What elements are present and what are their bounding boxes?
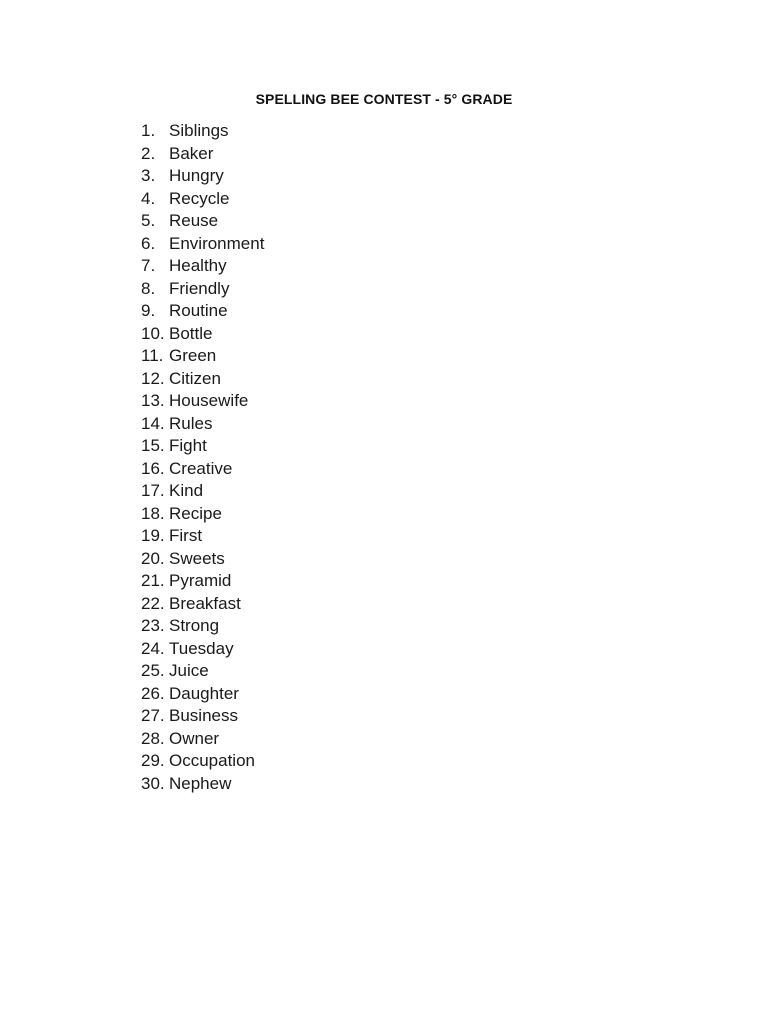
- list-item-number: 1.: [141, 121, 156, 140]
- list-item: [141, 300, 264, 323]
- list-item: [141, 188, 264, 211]
- list-item-word: Baker: [169, 143, 214, 163]
- list-item-word: Strong: [169, 616, 220, 635]
- list-item-number: 27.: [141, 706, 165, 725]
- list-item-word: Kind: [169, 481, 204, 500]
- list-item-word: First: [169, 526, 203, 545]
- list-item: [141, 660, 264, 683]
- list-item-number: 4.: [141, 188, 156, 208]
- list-item-number: 10.: [141, 323, 165, 343]
- list-item: [141, 773, 264, 796]
- list-item-word: Routine: [169, 301, 228, 320]
- list-item: [141, 390, 264, 413]
- list-item-word: Sweets: [169, 548, 225, 568]
- list-item: [141, 638, 264, 661]
- list-item-number: 29.: [141, 751, 165, 770]
- list-item-word: Daughter: [169, 683, 239, 703]
- list-item-number: 21.: [141, 571, 165, 590]
- list-item: [141, 728, 264, 751]
- list-item-number: 23.: [141, 616, 165, 635]
- spelling-word-list: [141, 120, 264, 795]
- list-item-word: Bottle: [169, 323, 213, 343]
- list-item-number: 26.: [141, 683, 165, 703]
- list-item-number: 8.: [141, 278, 156, 298]
- list-item-word: Recycle: [169, 188, 230, 208]
- list-item: [141, 570, 264, 593]
- list-item-number: 24.: [141, 638, 165, 658]
- list-item-word: Rules: [169, 413, 213, 433]
- list-item-word: Housewife: [169, 391, 249, 410]
- list-item: [141, 323, 264, 346]
- list-item-number: 7.: [141, 256, 156, 275]
- list-item-word: Friendly: [169, 278, 230, 298]
- list-item: [141, 233, 264, 256]
- list-item-word: Hungry: [169, 166, 224, 185]
- list-item-word: Recipe: [169, 503, 222, 523]
- list-item: [141, 683, 264, 706]
- list-item: [141, 503, 264, 526]
- list-item-number: 14.: [141, 413, 165, 433]
- list-item-number: 18.: [141, 503, 165, 523]
- list-item-word: Healthy: [169, 256, 227, 275]
- list-item-word: Breakfast: [169, 593, 241, 613]
- list-item-number: 2.: [141, 143, 156, 163]
- list-item: [141, 368, 264, 391]
- list-item-number: 25.: [141, 661, 165, 680]
- list-item: [141, 413, 264, 436]
- list-item-word: Nephew: [169, 773, 232, 793]
- list-item-number: 9.: [141, 301, 156, 320]
- list-item-word: Pyramid: [169, 571, 232, 590]
- list-item-number: 22.: [141, 593, 165, 613]
- list-item: [141, 165, 264, 188]
- list-item-word: Juice: [169, 661, 209, 680]
- list-item-number: 3.: [141, 166, 156, 185]
- list-item-word: Environment: [169, 233, 265, 253]
- list-item: [141, 143, 264, 166]
- list-item-word: Tuesday: [169, 638, 234, 658]
- list-item-number: 12.: [141, 368, 165, 388]
- list-item: [141, 480, 264, 503]
- list-item: [141, 750, 264, 773]
- list-item-number: 6.: [141, 233, 156, 253]
- list-item-word: Siblings: [169, 121, 229, 140]
- list-item: [141, 120, 264, 143]
- list-item-word: Fight: [169, 436, 207, 455]
- list-item-number: 15.: [141, 436, 165, 455]
- list-item: [141, 615, 264, 638]
- list-item-number: 20.: [141, 548, 165, 568]
- list-item-number: 13.: [141, 391, 165, 410]
- list-item: [141, 458, 264, 481]
- list-item-word: Occupation: [169, 751, 255, 770]
- list-item: [141, 548, 264, 571]
- list-item-word: Citizen: [169, 368, 221, 388]
- list-item-number: 30.: [141, 773, 165, 793]
- list-item-word: Green: [169, 346, 217, 365]
- list-item-number: 16.: [141, 458, 165, 478]
- list-item-number: 5.: [141, 211, 156, 230]
- list-item-number: 28.: [141, 728, 165, 748]
- list-item-number: 17.: [141, 481, 165, 500]
- list-item-word: Creative: [169, 458, 233, 478]
- document-title: SPELLING BEE CONTEST - 5° GRADE: [255, 91, 513, 107]
- list-item-number: 19.: [141, 526, 165, 545]
- list-item: [141, 278, 264, 301]
- list-item: [141, 210, 264, 233]
- list-item: [141, 255, 264, 278]
- list-item-word: Business: [169, 706, 238, 725]
- list-item-word: Owner: [169, 728, 220, 748]
- list-item: [141, 593, 264, 616]
- list-item: [141, 705, 264, 728]
- list-item-word: Reuse: [169, 211, 219, 230]
- list-item-number: 11.: [141, 346, 164, 365]
- list-item: [141, 525, 264, 548]
- list-item: [141, 435, 264, 458]
- list-item: [141, 345, 264, 368]
